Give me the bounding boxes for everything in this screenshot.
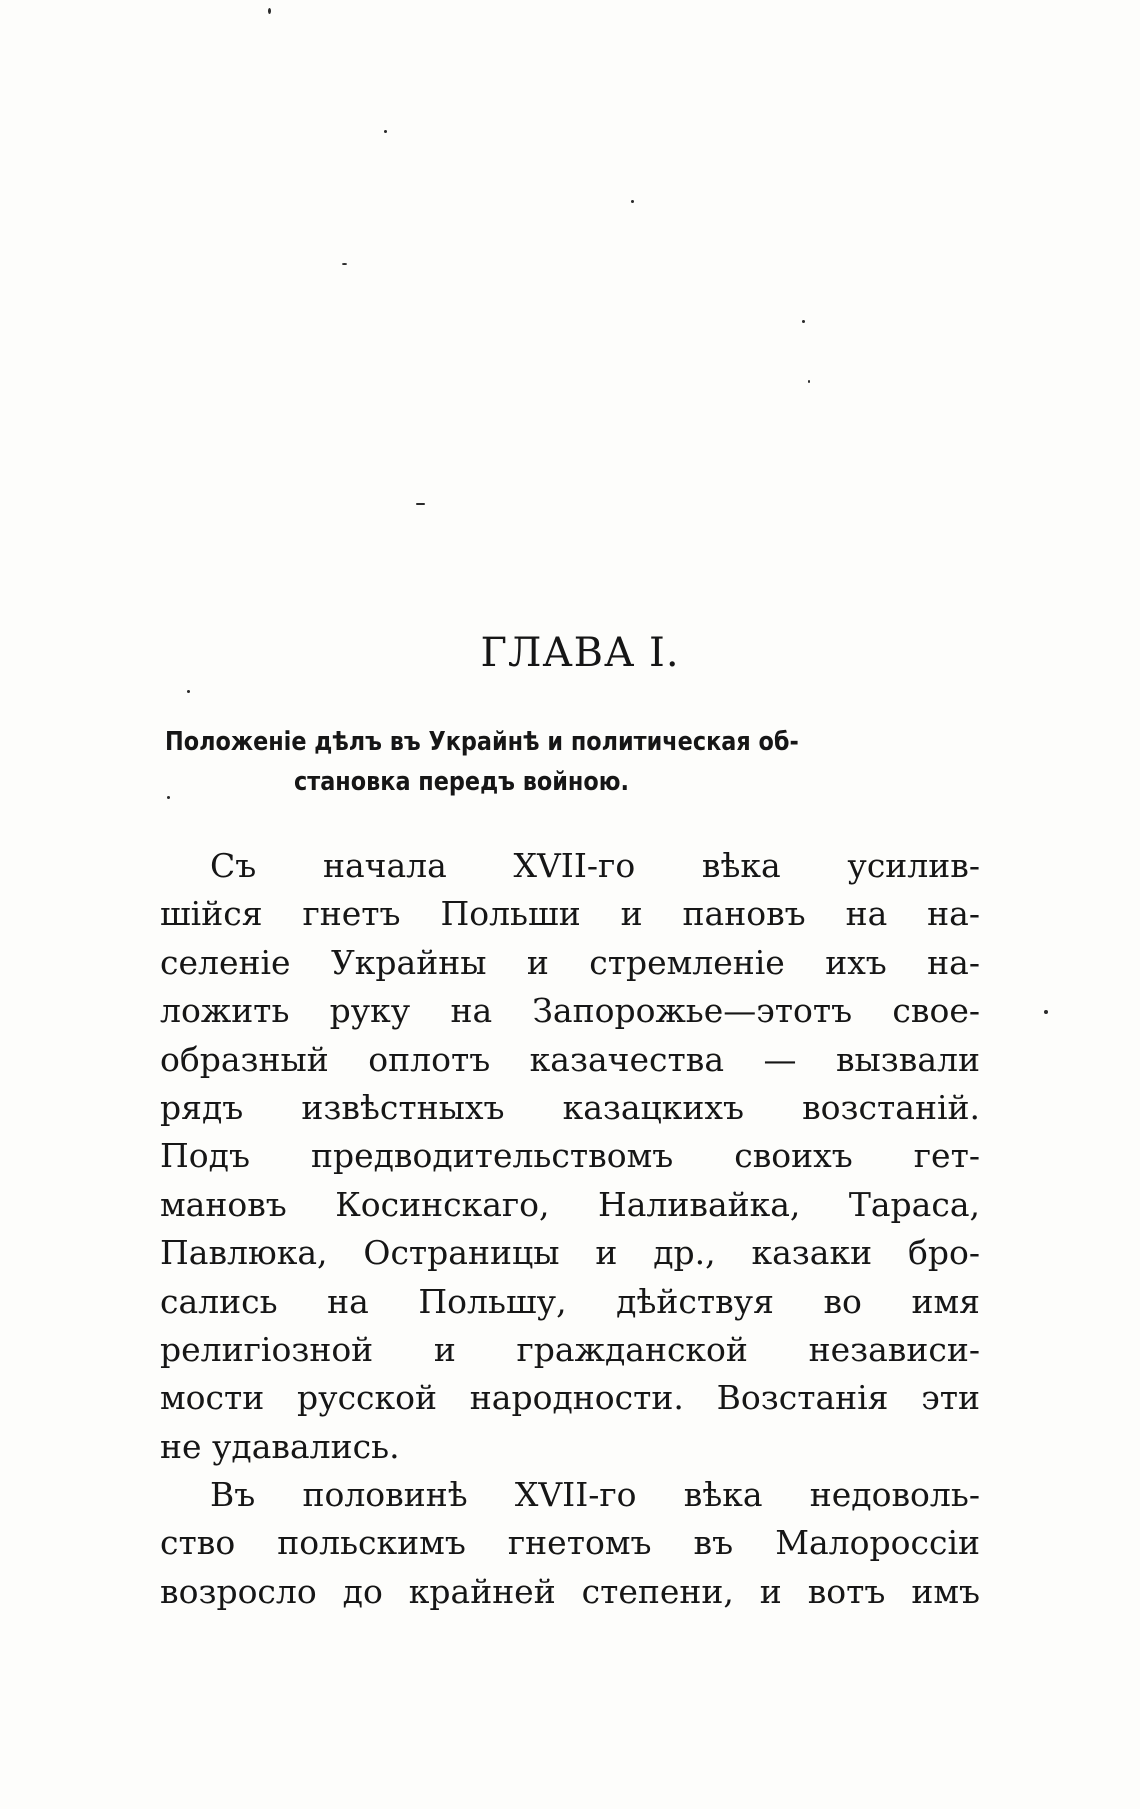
subtitle-line: Положеніе дѣлъ въ Украйнѣ и политическая об- [165,727,799,757]
text-line: ложить руку на Запорожье—этотъ свое- [160,991,980,1031]
text-line: Съ начала XVII-го вѣка усилив- [210,846,980,885]
text-line: сались на Польшу, дѣйствуя во имя [160,1281,980,1321]
text-line: мости русской народности. Возстанія эти [160,1378,980,1418]
text-line: Павлюка, Остраницы и др., казаки бро- [160,1233,980,1273]
chapter-heading: ГЛАВА I. [480,630,680,676]
print-speck [416,503,425,505]
text-line: Подъ предводительствомъ своихъ гет- [160,1136,980,1176]
print-speck [1044,1010,1048,1014]
text-line: возросло до крайней степени, и вотъ имъ [160,1571,980,1611]
text-line: шійся гнетъ Польши и пановъ на на- [160,894,980,934]
text-line: селеніе Украйны и стремленіе ихъ на- [160,942,980,982]
subtitle-line: становка передъ войною. [294,767,629,797]
print-speck [384,130,387,133]
text-line: не удавались. [160,1426,400,1466]
text-line: рядъ извѣстныхъ казацкихъ возстаній. [160,1087,980,1127]
text-line: ство польскимъ гнетомъ въ Малороссіи [160,1523,980,1563]
text-line: религіозной и гражданской независи- [160,1329,980,1369]
text-line: Въ половинѣ XVII-го вѣка недоволь- [210,1475,980,1515]
print-speck [808,380,810,383]
chapter-subtitle [165,722,870,802]
chapter-body [160,842,980,1616]
print-speck [342,263,347,265]
text-line: образный оплотъ казачества — вызвали [160,1039,980,1079]
print-speck [802,320,805,323]
print-speck [268,8,271,14]
print-speck [631,200,634,203]
print-speck [187,690,190,693]
text-line: мановъ Косинскаго, Наливайка, Тараса, [160,1184,980,1224]
